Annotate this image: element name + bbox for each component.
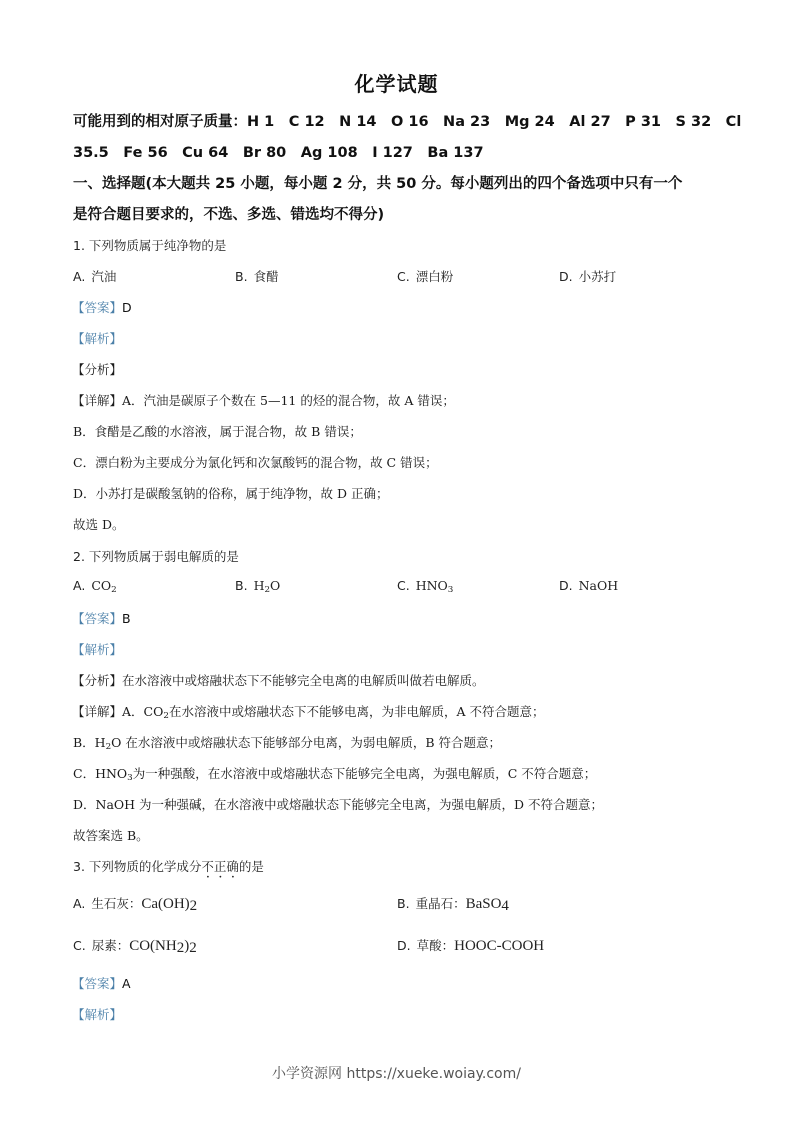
- subscript: 3: [127, 773, 133, 783]
- option-label: B.: [235, 269, 248, 284]
- detail-text: C．HNO: [73, 766, 128, 781]
- question-2-option-b: [235, 578, 280, 593]
- question-2-analysis: [72, 671, 485, 689]
- subscript: 2: [189, 898, 198, 914]
- question-2-stem: 2. 下列物质属于弱电解质的是: [73, 549, 239, 564]
- section-heading-line-2: 是符合题目要求的，不选、多选、错选均不得分): [73, 207, 385, 223]
- question-2-conclusion: 故答案选 B。: [73, 828, 149, 843]
- question-3-option-d: [397, 936, 544, 955]
- question-1-option-b: [235, 267, 279, 285]
- question-1-detail-d: D．小苏打是碳酸氢钠的俗称，属于纯净物，故 D 正确；: [73, 486, 389, 501]
- detail-label: 【详解】: [72, 704, 123, 719]
- detail-text: A．汽油是碳原子个数在 5—11 的烃的混合物，故 A 错误；: [122, 393, 455, 408]
- question-2-detail-c: [73, 764, 596, 782]
- option-label: D.: [559, 269, 573, 284]
- option-label: A.: [73, 269, 86, 284]
- option-label: D.: [397, 938, 411, 953]
- option-name: 重晶石：: [415, 896, 466, 911]
- option-label: A.: [73, 896, 86, 911]
- answer-label: 【答案】: [72, 300, 123, 315]
- page-title: 化学试题: [354, 72, 439, 96]
- question-1-option-d: [559, 267, 616, 285]
- question-1-detail-c: C．漂白粉为主要成分为氯化钙和次氯酸钙的混合物，故 C 错误；: [73, 455, 438, 470]
- question-3-answer: [72, 974, 131, 992]
- atomic-masses-line-1: 可能用到的相对原子质量：H 1 C 12 N 14 O 16 Na 23 Mg 24 Al 27 P 31 S 32 Cl: [73, 114, 742, 130]
- atomic-masses-line-2: 35.5 Fe 56 Cu 64 Br 80 Ag 108 I 127 Ba 137: [73, 145, 484, 161]
- option-label: C.: [397, 578, 410, 593]
- question-2-detail-a: [72, 702, 544, 720]
- formula: Ca(OH): [141, 896, 190, 912]
- question-1-explanation-header: 【解析】: [72, 331, 123, 346]
- answer-value: B: [122, 611, 131, 626]
- option-label: B.: [397, 896, 410, 911]
- subscript: 2: [105, 742, 112, 752]
- answer-value: D: [122, 300, 132, 315]
- formula: HOOC-COOH: [454, 938, 545, 954]
- question-2-detail-b: [73, 733, 501, 751]
- formula-tail: ): [184, 938, 190, 954]
- detail-text-tail: O 在水溶液中或熔融状态下能够部分电离，为弱电解质，B 符合题意；: [111, 735, 502, 750]
- formula: CO(NH: [129, 938, 177, 954]
- subscript: 2: [176, 940, 185, 956]
- question-2-option-a: [73, 578, 117, 593]
- section-heading-line-1: 一、选择题(本大题共 25 小题，每小题 2 分，共 50 分。每小题列出的四个备选项中只有一个: [73, 176, 683, 192]
- option-label: B.: [235, 578, 248, 593]
- question-3-option-b: [397, 894, 509, 913]
- question-3-option-c: [73, 936, 197, 955]
- question-2-option-c: [397, 578, 453, 593]
- detail-text: D．NaOH 为一种强碱，在水溶液中或熔融状态下能够完全电离，为强电解质，D 不符合题意；: [73, 797, 604, 812]
- option-text: 漂白粉: [415, 269, 454, 284]
- formula: H: [253, 578, 265, 593]
- question-1-option-c: [397, 267, 453, 285]
- question-1-answer: [72, 298, 132, 316]
- subscript: 2: [111, 585, 117, 595]
- subscript: 2: [264, 585, 271, 595]
- question-1-detail-a: [72, 391, 455, 409]
- option-label: D.: [559, 578, 573, 593]
- question-1-detail-b: B．食醋是乙酸的水溶液，属于混合物，故 B 错误；: [73, 424, 362, 439]
- detail-text: A．CO: [122, 704, 164, 719]
- detail-text-tail: 在水溶液中或熔融状态下不能够电离，为非电解质，A 不符合题意；: [168, 704, 545, 719]
- stem-text-tail: 的是: [238, 859, 264, 874]
- option-name: 尿素：: [91, 938, 130, 953]
- formula: NaOH: [578, 578, 619, 593]
- question-1-conclusion: 故选 D。: [73, 517, 125, 532]
- question-3-stem: [73, 857, 264, 881]
- option-name: 生石灰：: [91, 896, 142, 911]
- answer-label: 【答案】: [72, 976, 123, 991]
- question-1-option-a: [73, 267, 116, 285]
- option-name: 草酸：: [416, 938, 455, 953]
- stem-text: 3. 下列物质的化学成分: [73, 859, 202, 874]
- question-2-answer: [72, 609, 131, 627]
- detail-text-tail: 为一种强酸，在水溶液中或熔融状态下能够完全电离，为强电解质，C 不符合题意；: [132, 766, 597, 781]
- subscript: 4: [501, 898, 509, 914]
- formula: CO: [91, 578, 112, 593]
- question-2-explanation-header: 【解析】: [72, 642, 123, 657]
- option-label: C.: [73, 938, 86, 953]
- formula: HNO: [415, 578, 448, 593]
- question-1-analysis-label: 【分析】: [72, 362, 123, 377]
- footer-watermark: 小学资源网 https://xueke.woiay.com/: [272, 1066, 521, 1082]
- option-label: A.: [73, 578, 86, 593]
- formula-tail: O: [270, 578, 281, 593]
- subscript: 3: [447, 585, 454, 595]
- analysis-text: 在水溶液中或熔融状态下不能够完全电离的电解质叫做若电解质。: [122, 673, 485, 688]
- answer-label: 【答案】: [72, 611, 123, 626]
- option-text: 小苏打: [578, 269, 617, 284]
- detail-text: B．H: [73, 735, 106, 750]
- option-text: 汽油: [91, 269, 117, 284]
- subscript: 2: [163, 711, 169, 721]
- option-text: 食醋: [253, 269, 279, 284]
- question-2-detail-d: [73, 795, 603, 813]
- question-1-stem: 1. 下列物质属于纯净物的是: [73, 238, 227, 253]
- question-3-explanation-header: 【解析】: [72, 1007, 123, 1022]
- option-label: C.: [397, 269, 410, 284]
- subscript: 2: [189, 940, 197, 956]
- question-3-option-a: [73, 894, 197, 913]
- analysis-label: 【分析】: [72, 673, 123, 688]
- formula: BaSO: [465, 896, 502, 912]
- question-2-option-d: [559, 578, 618, 593]
- answer-value: A: [122, 976, 131, 991]
- detail-label: 【详解】: [72, 393, 123, 408]
- stem-emphasis: 不正确: [201, 859, 239, 874]
